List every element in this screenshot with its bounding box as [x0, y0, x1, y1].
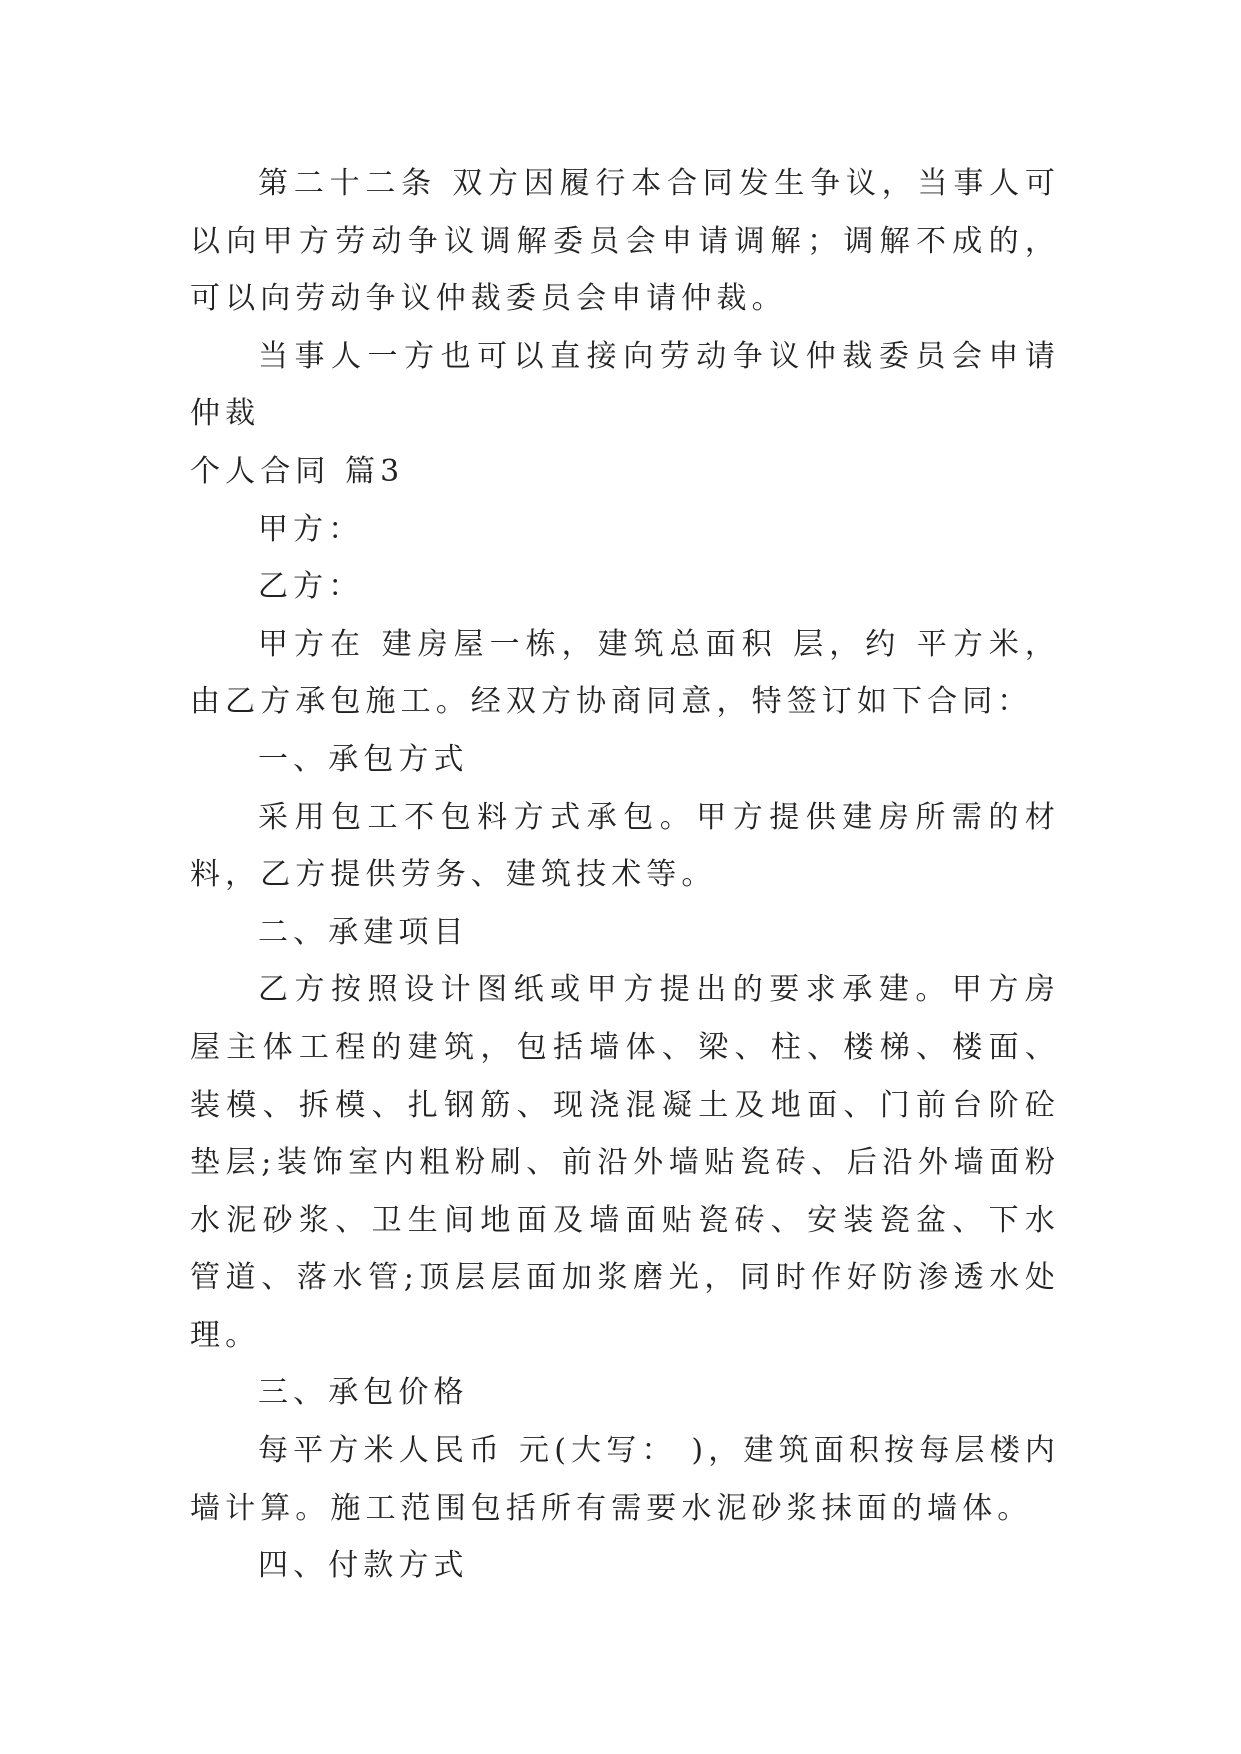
party-a-line: 甲方：	[258, 511, 364, 547]
clause-heading-1: 一、承包方式	[258, 741, 469, 777]
paragraph-article-22: 第二十二条 双方因履行本合同发生争议，当事人可以向甲方劳动争议调解委员会申请调解；调解不成的，可以向劳动争议仲裁委员会申请仲裁。	[190, 166, 1060, 317]
party-b-line: 乙方：	[258, 569, 364, 605]
clause-heading-4: 四、付款方式	[258, 1548, 469, 1584]
paragraph-intro: 甲方在 建房屋一栋，建筑总面积 层，约 平方米，由乙方承包施工。经双方协商同意，特签订如下合同：	[190, 626, 1060, 720]
document-body	[190, 155, 1060, 1595]
section-heading: 个人合同 篇3	[190, 453, 405, 489]
paragraph-contract-method: 采用包工不包料方式承包。甲方提供建房所需的材料，乙方提供劳务、建筑技术等。	[190, 799, 1060, 893]
paragraph-price: 每平方米人民币 元(大写： )，建筑面积按每层楼内墙计算。施工范围包括所有需要水泥砂浆抹面的墙体。	[190, 1433, 1060, 1526]
paragraph-project-scope: 乙方按照设计图纸或甲方提出的要求承建。甲方房屋主体工程的建筑，包括墙体、梁、柱、楼梯、楼面、装模、拆模、扎钢筋、现浇混凝土及地面、门前台阶砼垫层;装饰室内粗粉刷、前沿外墙贴瓷砖、后沿外墙面粉水泥砂浆、卫生间地面及墙面贴瓷砖、安装瓷盆、下水管道、落水管;顶层层面加浆磨光，同时作好防渗透水处理。	[190, 972, 1060, 1353]
paragraph-direct-arbitration: 当事人一方也可以直接向劳动争议仲裁委员会申请仲裁	[190, 338, 1060, 432]
clause-heading-3: 三、承包价格	[258, 1375, 469, 1411]
clause-heading-2: 二、承建项目	[258, 914, 469, 950]
